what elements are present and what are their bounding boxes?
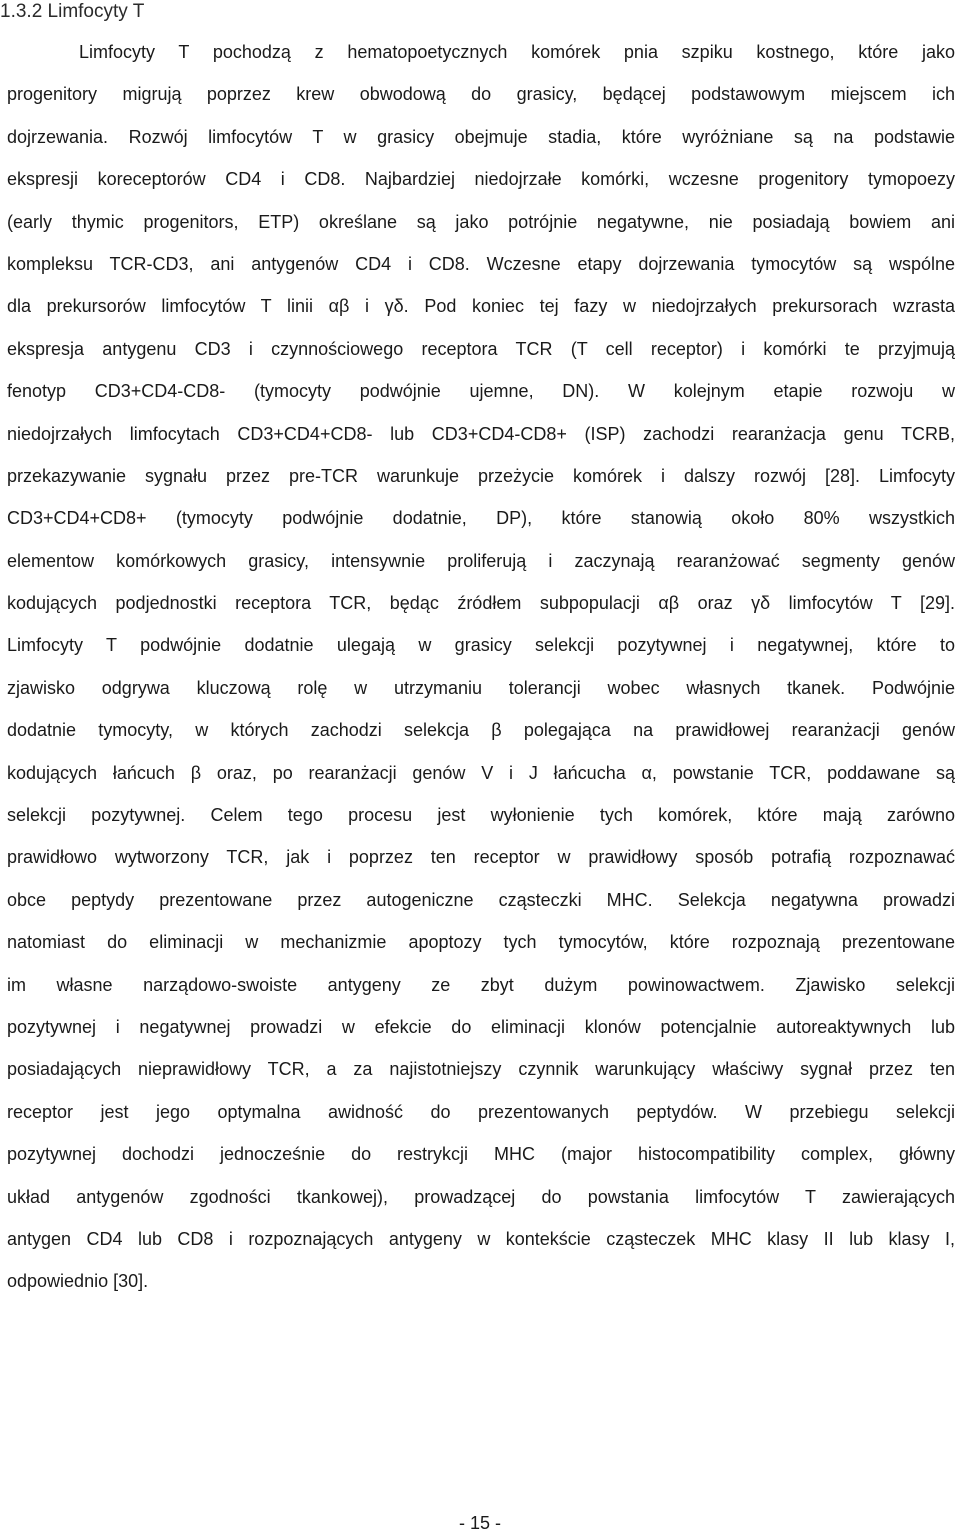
- text-line: pozytywnej i negatywnej prowadzi w efekcie do eliminacji klonów potencjalnie autoreaktywnych lub: [7, 1016, 955, 1037]
- text-line: posiadających nieprawidłowy TCR, a za najistotniejszy czynnik warunkujący właściwy sygnał przez ten: [7, 1059, 955, 1080]
- text-line: Limfocyty T pochodzą z hematopoetycznych komórek pnia szpiku kostnego, które jako: [79, 42, 955, 62]
- text-line: progenitory migrują poprzez krew obwodową do grasicy, będącej podstawowym miejscem ich: [7, 84, 955, 105]
- text-line: receptor jest jego optymalna awidność do prezentowanych peptydów. W przebiegu selekcji: [7, 1101, 955, 1122]
- text-line: kompleksu TCR-CD3, ani antygenów CD4 i CD8. Wczesne etapy dojrzewania tymocytów są wspólne: [7, 253, 955, 274]
- text-line: kodujących podjednostki receptora TCR, będąc źródłem subpopulacji αβ oraz γδ limfocytów T [29].: [7, 593, 955, 614]
- text-line: niedojrzałych limfocytach CD3+CD4+CD8- lub CD3+CD4-CD8+ (ISP) zachodzi rearanżacja genu TCRB,: [7, 423, 955, 444]
- text-line: zjawisko odgrywa kluczową rolę w utrzymaniu tolerancji wobec własnych tkanek. Podwójnie: [7, 677, 955, 698]
- text-line: dla prekursorów limfocytów T linii αβ i γδ. Pod koniec tej fazy w niedojrzałych prekursorach wzrasta: [7, 296, 955, 317]
- text-line: (early thymic progenitors, ETP) określane są jako potrójnie negatywne, nie posiadają bowiem ani: [7, 211, 955, 232]
- section-heading: 1.3.2 Limfocyty T: [0, 1, 145, 22]
- text-line: fenotyp CD3+CD4-CD8- (tymocyty podwójnie ujemne, DN). W kolejnym etapie rozwoju w: [7, 381, 955, 402]
- text-line: układ antygenów zgodności tkankowej), prowadzącej do powstania limfocytów T zawierających: [7, 1186, 955, 1207]
- text-line: Limfocyty T podwójnie dodatnie ulegają w grasicy selekcji pozytywnej i negatywnej, które to: [7, 635, 955, 656]
- text-line: natomiast do eliminacji w mechanizmie apoptozy tych tymocytów, które rozpoznają prezentowane: [7, 932, 955, 953]
- text-line: obce peptydy prezentowane przez autogeniczne cząsteczki MHC. Selekcja negatywna prowadzi: [7, 889, 955, 910]
- text-line: ekspresji koreceptorów CD4 i CD8. Najbardziej niedojrzałe komórki, wczesne progenitory tymopoezy: [7, 169, 955, 190]
- text-line: przekazywanie sygnału przez pre-TCR warunkuje przeżycie komórek i dalszy rozwój [28]. Limfocyty: [7, 465, 955, 486]
- text-line: selekcji pozytywnej. Celem tego procesu jest wyłonienie tych komórek, które mają zarówno: [7, 805, 955, 826]
- page-number: - 15 -: [458, 1513, 501, 1533]
- text-line: odpowiednio [30].: [7, 1271, 149, 1292]
- text-line: dodatnie tymocyty, w których zachodzi selekcja β polegająca na prawidłowej rearanżacji genów: [7, 720, 955, 741]
- text-line: dojrzewania. Rozwój limfocytów T w grasicy obejmuje stadia, które wyróżniane są na podstawie: [7, 126, 955, 147]
- text-line: CD3+CD4+CD8+ (tymocyty podwójnie dodatnie, DP), które stanowią około 80% wszystkich: [7, 508, 955, 529]
- text-line: elementow komórkowych grasicy, intensywnie proliferują i zaczynają rearanżować segmenty genów: [7, 550, 955, 571]
- text-line: ekspresja antygenu CD3 i czynnościowego receptora TCR (T cell receptor) i komórki te przyjmują: [7, 338, 955, 359]
- text-line: prawidłowo wytworzony TCR, jak i poprzez ten receptor w prawidłowy sposób potrafią rozpoznawać: [7, 847, 955, 868]
- text-line: kodujących łańcuch β oraz, po rearanżacji genów V i J łańcucha α, powstanie TCR, poddawane są: [7, 762, 955, 783]
- text-line: im własne narządowo-swoiste antygeny ze zbyt dużym powinowactwem. Zjawisko selekcji: [7, 974, 955, 995]
- text-line: antygen CD4 lub CD8 i rozpoznających antygeny w kontekście cząsteczek MHC klasy II lub klasy I,: [7, 1228, 955, 1249]
- text-line: pozytywnej dochodzi jednocześnie do restrykcji MHC (major histocompatibility complex, główny: [7, 1144, 955, 1165]
- body-paragraph: [7, 38, 955, 1310]
